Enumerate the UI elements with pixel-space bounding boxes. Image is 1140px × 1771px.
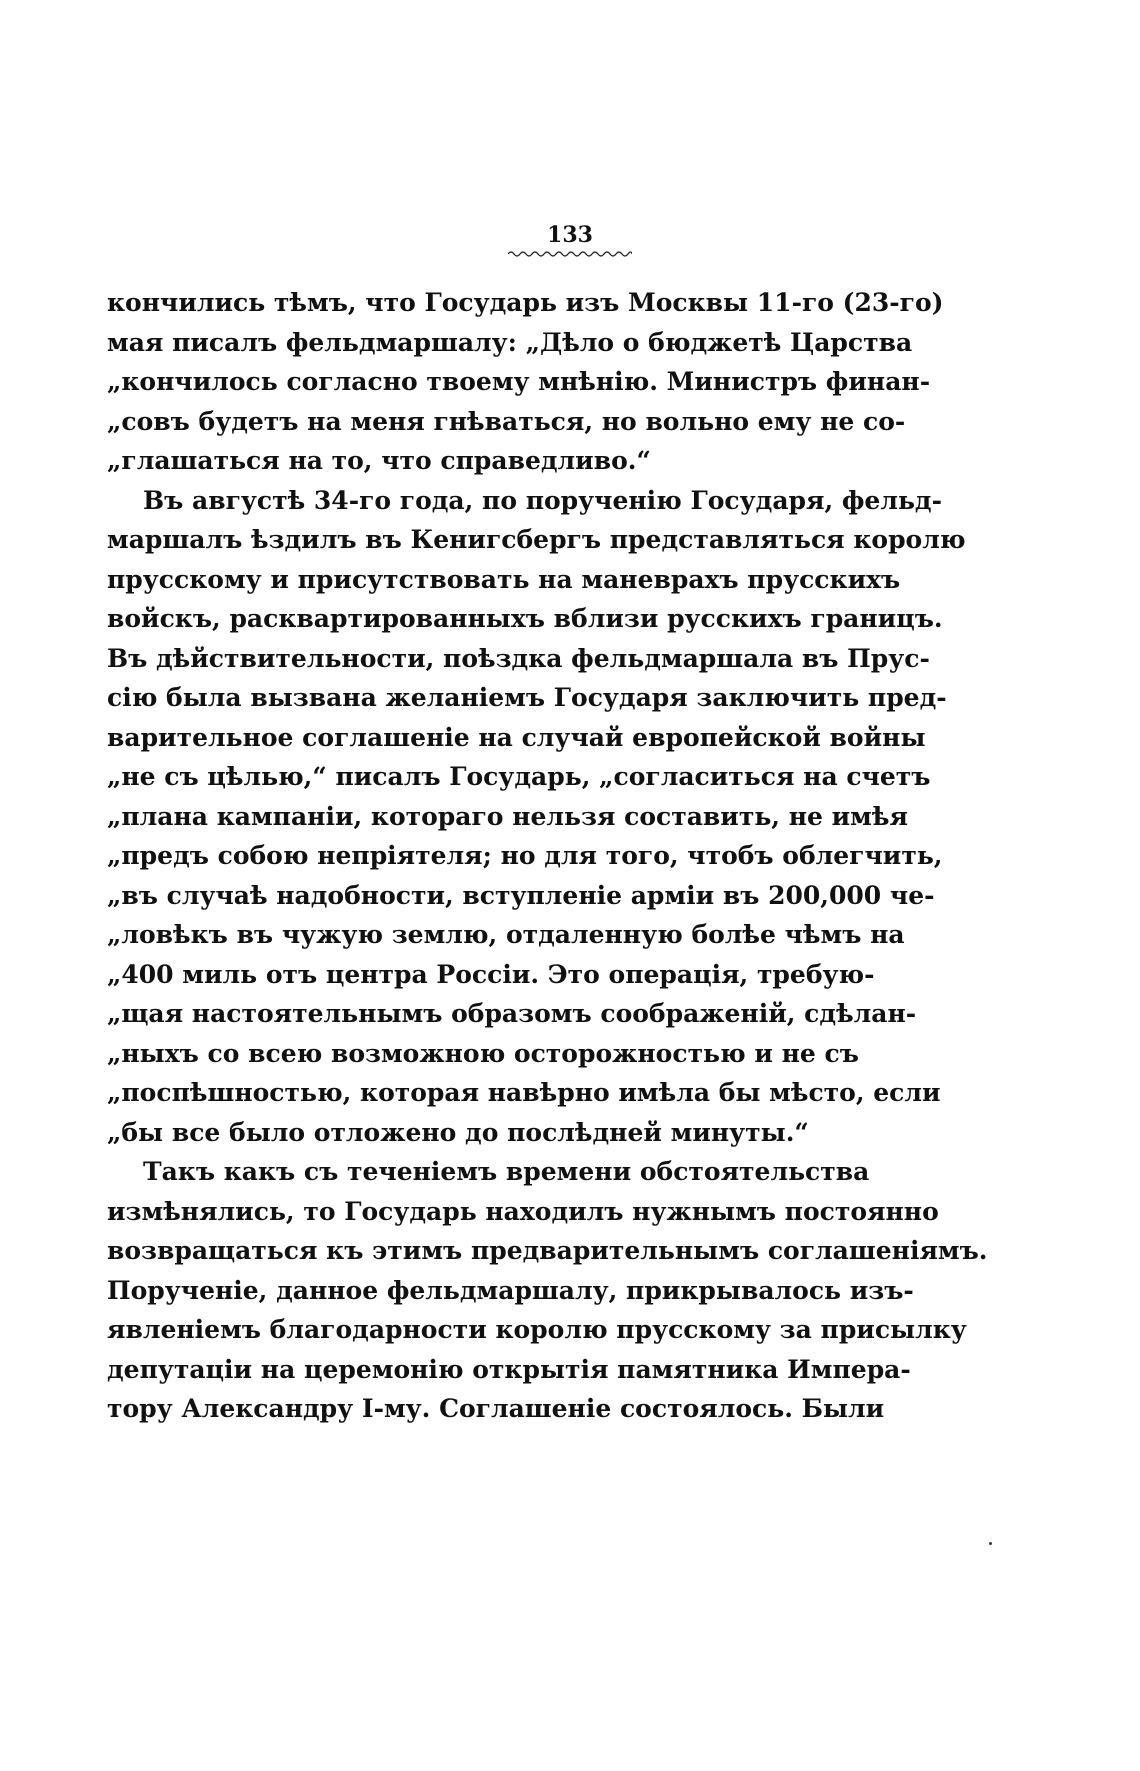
text-line: Въ дѣйствительности, поѣздка фельдмаршала въ Прус- — [107, 643, 930, 673]
text-line: „не съ цѣлью,“ писалъ Государь, „согласиться на счетъ — [107, 762, 931, 791]
paragraph-2 — [107, 481, 966, 1153]
text-line: „въ случаѣ надобности, вступленіе арміи въ 200,000 че- — [107, 880, 935, 910]
text-line: „щая настоятельнымъ образомъ соображеній, сдѣлан- — [107, 999, 917, 1028]
text-line: измѣнялись, то Государь находилъ нужнымъ постоянно — [107, 1196, 939, 1226]
text-line: „ловѣкъ въ чужую землю, отдаленную болѣе чѣмъ на — [107, 920, 905, 949]
text-line: Такъ какъ съ теченіемъ времени обстоятельства — [143, 1157, 870, 1186]
text-line: „поспѣшностью, которая навѣрно имѣла бы мѣсто, если — [107, 1078, 941, 1107]
text-line: „глашаться на то, что справедливо.“ — [107, 446, 651, 475]
text-line: „ныхъ со всею возможною осторожностью и не съ — [107, 1038, 859, 1068]
text-line: „бы все было отложено до послѣдней минуты.“ — [107, 1117, 809, 1147]
text-line: возвращаться къ этимъ предварительнымъ соглашеніямъ. — [107, 1236, 988, 1265]
text-line: войскъ, расквартированныхъ вблизи русскихъ границъ. — [107, 604, 943, 633]
text-line: Въ августѣ 34-го года, по порученію Государя, фельд- — [143, 485, 942, 515]
text-line: депутаціи на церемонію открытія памятника Импера- — [107, 1354, 911, 1384]
text-line: мая писалъ фельдмаршалу: „Дѣло о бюджетѣ Царства — [107, 327, 913, 357]
text-line: „совъ будетъ на меня гнѣваться, но вольно ему не со- — [107, 406, 906, 436]
text-line: сію была вызвана желаніемъ Государя заключить пред- — [107, 683, 947, 712]
text-line: тору Александру I-му. Соглашеніе состоялось. Были — [107, 1394, 885, 1423]
text-line: Порученіе, данное фельдмаршалу, прикрывалось изъ- — [107, 1275, 914, 1305]
scan-speck — [989, 1542, 992, 1545]
text-line: „предъ собою непріятеля; но для того, чтобъ облегчить, — [107, 841, 943, 870]
text-line: явленіемъ благодарности королю прусскому за присылку — [107, 1315, 967, 1344]
text-line: маршалъ ѣздилъ въ Кенигсбергъ представляться королю — [107, 525, 966, 554]
body-text — [107, 283, 988, 1429]
text-line: „плана кампаніи, котораго нельзя составить, не имѣя — [107, 801, 908, 831]
page-number: 133 — [547, 222, 593, 248]
text-line: прусскому и присутствовать на маневрахъ прусскихъ — [107, 564, 901, 594]
paragraph-3 — [107, 1152, 988, 1429]
text-line: „кончилось согласно твоему мнѣнію. Министръ финан- — [107, 367, 931, 396]
text-line: „400 миль отъ центра Россіи. Это операція, требую- — [107, 959, 875, 989]
page-number-ornament — [508, 250, 632, 258]
text-line: варительное соглашеніе на случай европейской войны — [107, 722, 926, 752]
paragraph-1 — [107, 283, 944, 481]
text-line: кончились тѣмъ, что Государь изъ Москвы 11-го (23-го) — [107, 288, 944, 317]
